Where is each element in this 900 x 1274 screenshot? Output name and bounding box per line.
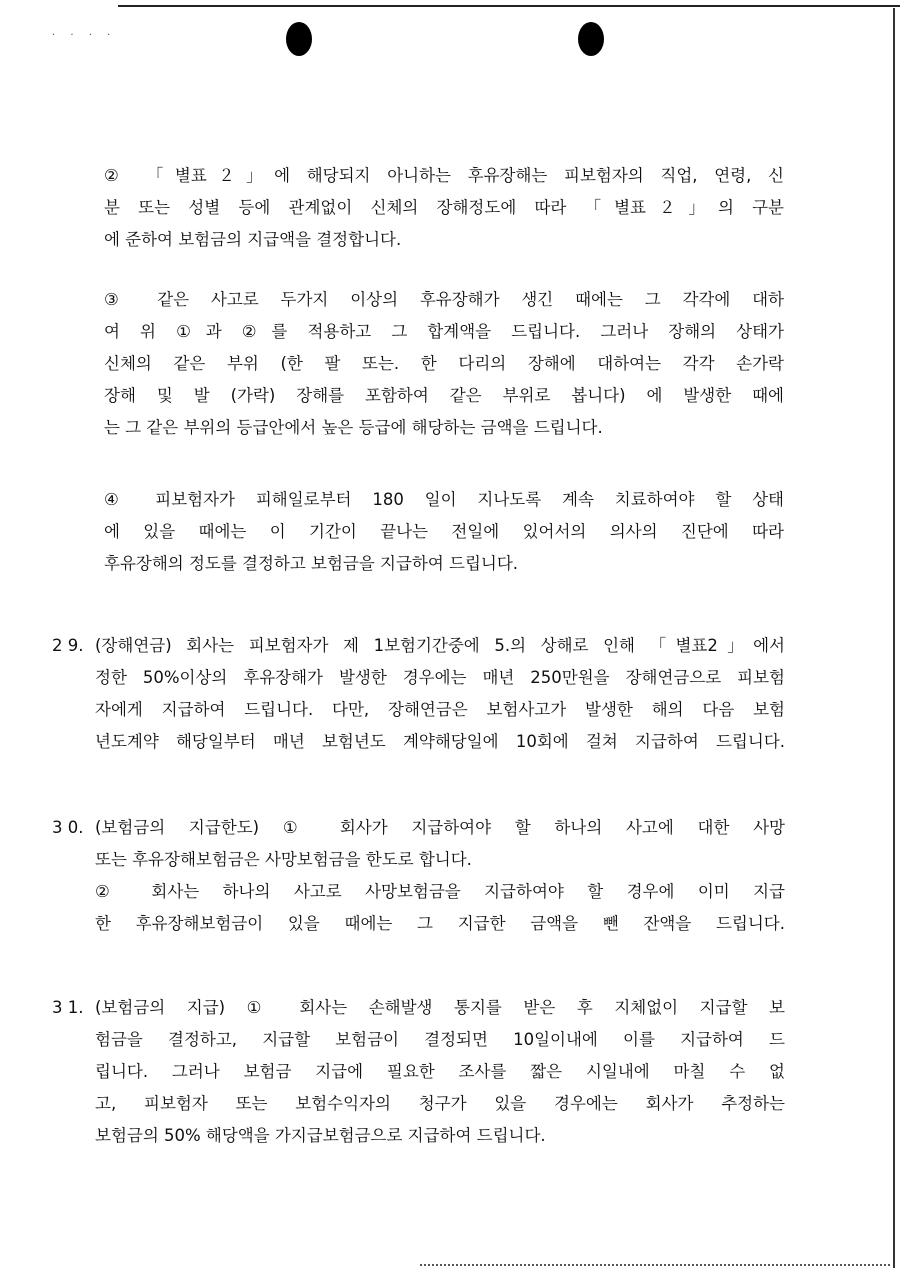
paragraph-line: 에 있을 때에는 이 기간이 끝나는 전일에 있어서의 의사의 진단에 따라 xyxy=(104,522,784,541)
paragraph-line: 여 위 ①과 ②를 적용하고 그 합계액을 드립니다. 그러나 장해의 상태가 xyxy=(104,322,784,341)
punch-hole-left xyxy=(286,22,312,56)
article-line: ② 회사는 하나의 사고로 사망보험금을 지급하여야 할 경우에 이미 지급 xyxy=(95,882,785,901)
paragraph-line: 분 또는 성별 등에 관계없이 신체의 장해정도에 따라 「별표２」의 구분 xyxy=(104,198,784,217)
article-30 xyxy=(95,812,785,940)
scan-right-edge-line xyxy=(893,8,895,1268)
paragraph-line: 는 그 같은 부위의 등급안에서 높은 등급에 해당하는 금액을 드립니다. xyxy=(104,418,603,437)
article-line: 험금을 결정하고, 지급할 보험금이 결정되면 10일이내에 이를 지급하여 드 xyxy=(95,1030,785,1049)
article-line: 자에게 지급하여 드립니다. 다만, 장해연금은 보험사고가 발생한 해의 다음 보험 xyxy=(95,700,785,719)
article-line: (장해연금) 회사는 피보험자가 제 1보험기간중에 5.의 상해로 인해 「별표2」에서 xyxy=(95,636,785,655)
scan-bottom-dotted-line xyxy=(420,1264,890,1266)
article-line: 고, 피보험자 또는 보험수익자의 청구가 있을 경우에는 회사가 추정하는 xyxy=(95,1094,785,1113)
article-line: (보험금의 지급한도) ① 회사가 지급하여야 할 하나의 사고에 대한 사망 xyxy=(95,818,785,837)
paragraph-line: 후유장해의 정도를 결정하고 보험금을 지급하여 드립니다. xyxy=(104,554,519,573)
paragraph-line: ③ 같은 사고로 두가지 이상의 후유장해가 생긴 때에는 그 각각에 대하 xyxy=(104,290,784,309)
paragraph-line: 에 준하여 보험금의 지급액을 결정합니다. xyxy=(104,230,402,249)
paragraph-2 xyxy=(104,160,784,256)
article-number-29: 2 9. xyxy=(52,636,84,655)
article-number-31: 3 1. xyxy=(52,998,84,1017)
article-number-30: 3 0. xyxy=(52,818,84,837)
paragraph-line: 신체의 같은 부위 (한 팔 또는. 한 다리의 장해에 대하여는 각각 손가락 xyxy=(104,354,784,373)
article-31 xyxy=(95,992,785,1152)
paragraph-3 xyxy=(104,284,784,444)
paragraph-line: ④ 피보험자가 피해일로부터 180 일이 지나도록 계속 치료하여야 할 상태 xyxy=(104,490,784,509)
paragraph-line: 장해 및 발 (가락) 장해를 포함하여 같은 부위로 봅니다) 에 발생한 때에 xyxy=(104,386,784,405)
scan-top-edge-line xyxy=(118,5,900,7)
article-line: 또는 후유장해보험금은 사망보험금을 한도로 합니다. xyxy=(95,850,472,869)
article-line: 년도계약 해당일부터 매년 보험년도 계약해당일에 10회에 걸쳐 지급하여 드립니다. xyxy=(95,732,785,751)
scan-specks: · · · · xyxy=(52,30,117,41)
article-line: 립니다. 그러나 보험금 지급에 필요한 조사를 짧은 시일내에 마칠 수 없 xyxy=(95,1062,785,1081)
article-line: 정한 50%이상의 후유장해가 발생한 경우에는 매년 250만원을 장해연금으로 피보험 xyxy=(95,668,785,687)
punch-hole-right xyxy=(578,22,604,56)
article-line: 한 후유장해보험금이 있을 때에는 그 지급한 금액을 뺀 잔액을 드립니다. xyxy=(95,914,785,933)
paragraph-line: ② 「별표２」에 해당되지 아니하는 후유장해는 피보험자의 직업, 연령, 신 xyxy=(104,166,784,185)
article-29 xyxy=(95,630,785,758)
article-line: 보험금의 50% 해당액을 가지급보험금으로 지급하여 드립니다. xyxy=(95,1126,546,1145)
article-line: (보험금의 지급) ① 회사는 손해발생 통지를 받은 후 지체없이 지급할 보 xyxy=(95,998,785,1017)
paragraph-4 xyxy=(104,484,784,580)
